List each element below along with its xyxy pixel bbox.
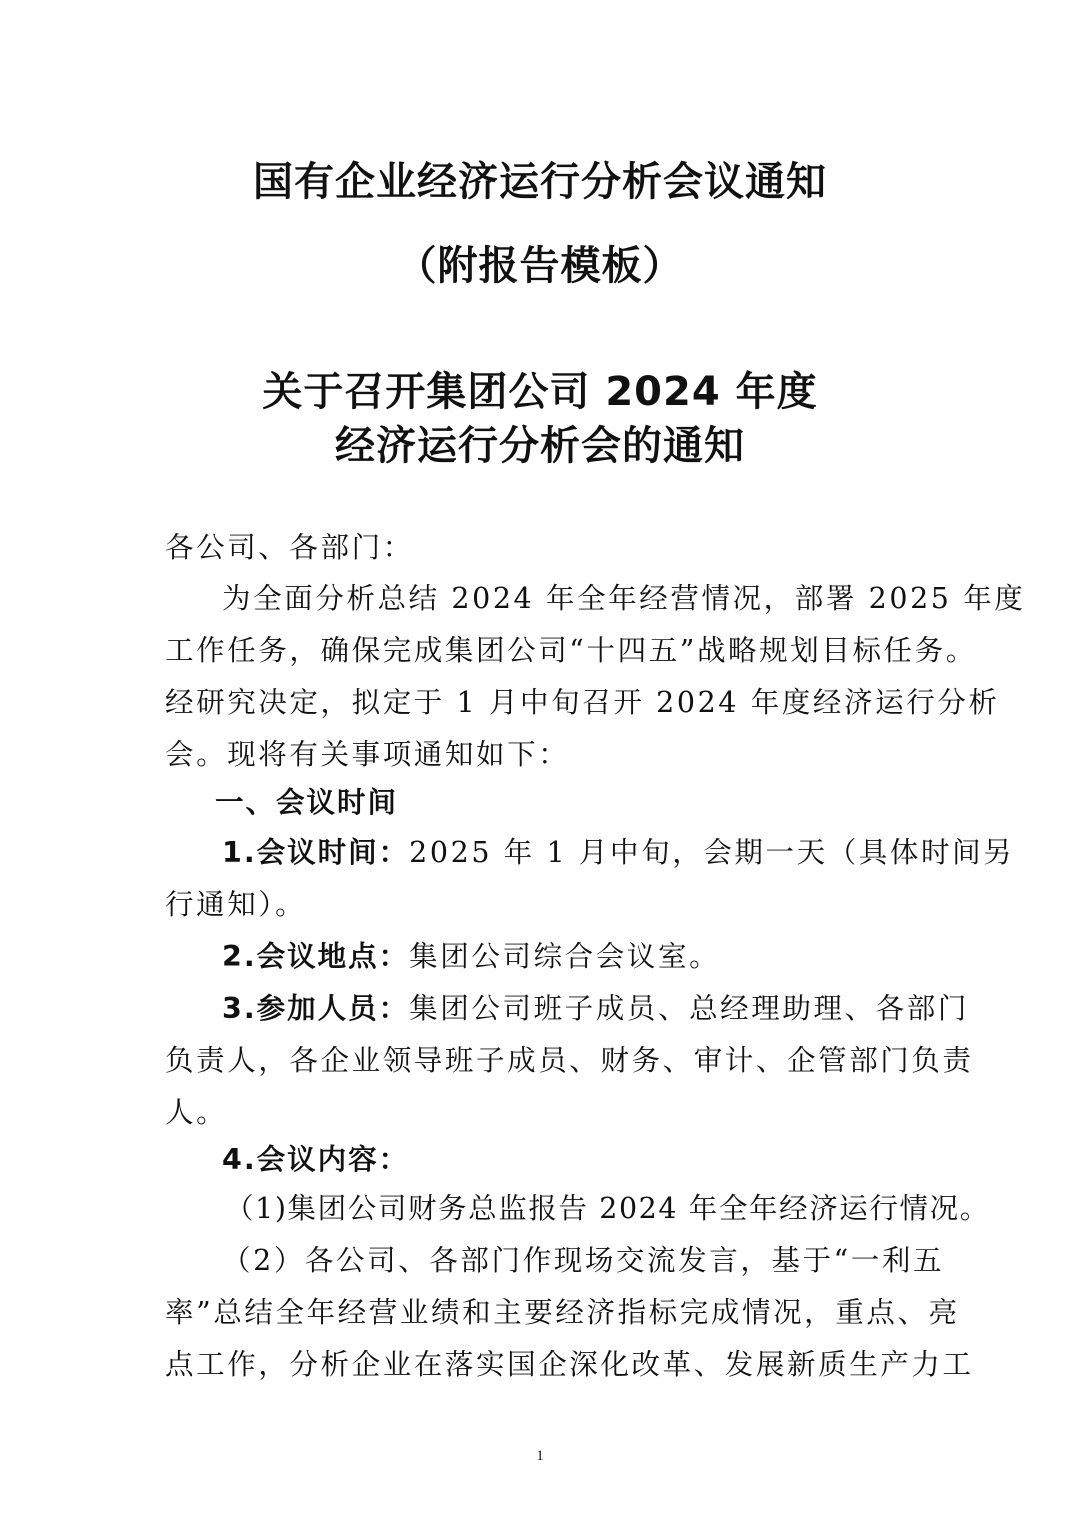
content-item-1: （1)集团公司财务总监报告 2024 年全年经济运行情况。 bbox=[225, 1192, 990, 1225]
item-4-label: 4.会议内容： bbox=[222, 1143, 410, 1176]
item-2 bbox=[222, 934, 720, 975]
content-item-2-line-1: （2）各公司、各部门作现场交流发言，基于“一利五 bbox=[222, 1244, 945, 1277]
sub-title: （附报告模板） bbox=[396, 243, 684, 289]
item-1-label: 1.会议时间： bbox=[222, 836, 410, 869]
page-number: 1 bbox=[536, 1448, 544, 1464]
content-item-2-line-2: 率”总结全年经营业绩和主要经济指标完成情况，重点、亮 bbox=[165, 1296, 960, 1329]
item-3-continued-2: 人。 bbox=[165, 1096, 228, 1129]
notice-title-line-2: 经济运行分析会的通知 bbox=[335, 423, 745, 469]
item-3-label: 3.参加人员： bbox=[222, 992, 410, 1025]
item-3-text: 集团公司班子成员、总经理助理、各部门 bbox=[409, 992, 969, 1025]
section-heading-1: 一、会议时间 bbox=[215, 786, 399, 819]
item-2-text: 集团公司综合会议室。 bbox=[409, 940, 721, 973]
item-1 bbox=[222, 830, 1014, 871]
item-3 bbox=[222, 986, 969, 1027]
salutation: 各公司、各部门： bbox=[165, 531, 414, 564]
item-2-label: 2.会议地点： bbox=[222, 940, 410, 973]
item-1-text: 2025 年 1 月中旬，会期一天（具体时间另 bbox=[409, 836, 1015, 869]
item-3-continued-1: 负责人，各企业领导班子成员、财务、审计、企管部门负责 bbox=[165, 1044, 974, 1077]
content-item-2-line-3: 点工作，分析企业在落实国企深化改革、发展新质生产力工 bbox=[165, 1348, 974, 1381]
intro-line-1: 为全面分析总结 2024 年全年经营情况，部署 2025 年度 bbox=[222, 582, 1026, 615]
intro-line-2: 工作任务，确保完成集团公司“十四五”战略规划目标任务。 bbox=[165, 634, 977, 667]
notice-title-line-1: 关于召开集团公司 2024 年度 bbox=[262, 369, 818, 415]
item-1-continued: 行通知）。 bbox=[165, 888, 307, 921]
intro-line-3: 经研究决定，拟定于 1 月中旬召开 2024 年度经济运行分析 bbox=[165, 686, 1000, 719]
main-title: 国有企业经济运行分析会议通知 bbox=[253, 159, 827, 205]
intro-line-4: 会。现将有关事项通知如下： bbox=[165, 738, 570, 771]
